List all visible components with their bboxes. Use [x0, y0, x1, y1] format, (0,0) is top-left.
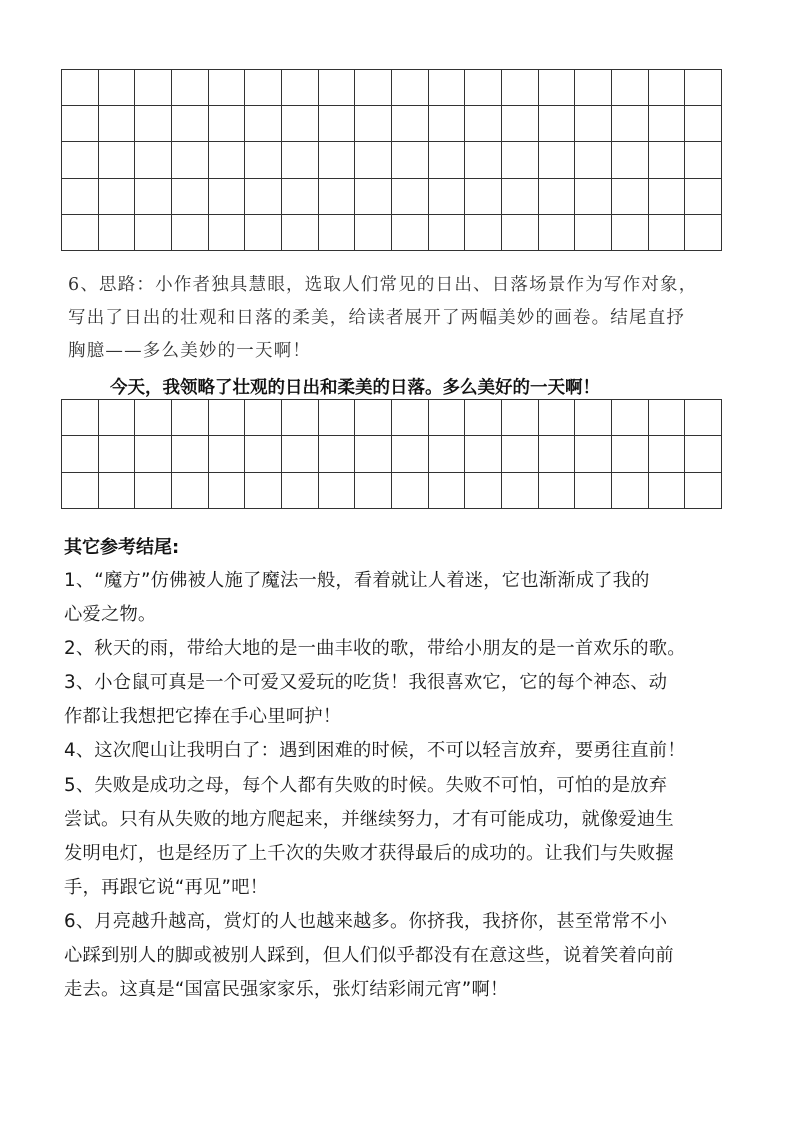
grid-cell [392, 436, 429, 472]
grid-cell [209, 436, 246, 472]
grid-cell [209, 473, 246, 509]
grid-cell [62, 473, 99, 509]
grid-cell [282, 106, 319, 142]
ending-line: 作都让我想把它捧在手心里呵护！ [64, 706, 342, 728]
grid-cell [245, 215, 282, 251]
grid-cell [649, 70, 686, 106]
grid-cell [99, 142, 136, 178]
grid-cell [575, 400, 612, 436]
grid-cell [392, 70, 429, 106]
grid-cell [502, 179, 539, 215]
grid-cell [355, 142, 392, 178]
grid-cell [502, 142, 539, 178]
grid-cell [465, 436, 502, 472]
grid-cell [245, 400, 282, 436]
grid-cell [319, 473, 356, 509]
grid-cell [62, 436, 99, 472]
grid-cell [245, 106, 282, 142]
ending-line: 尝试。只有从失败的地方爬起来，并继续努力，才有可能成功，就像爱迪生 [64, 808, 674, 830]
grid-cell [649, 106, 686, 142]
grid-cell [685, 70, 722, 106]
grid-cell [429, 436, 466, 472]
grid-cell [135, 436, 172, 472]
ending-line: 走去。这真是“国富民强家家乐，张灯结彩闹元宵”啊！ [64, 979, 509, 1001]
grid-cell [135, 106, 172, 142]
grid-cell [282, 179, 319, 215]
grid-cell [319, 179, 356, 215]
grid-cell [649, 436, 686, 472]
grid-cell [392, 400, 429, 436]
grid-cell [685, 473, 722, 509]
grid-cell [502, 215, 539, 251]
grid-cell [502, 400, 539, 436]
grid-cell [209, 70, 246, 106]
grid-cell [465, 70, 502, 106]
grid-cell [649, 400, 686, 436]
grid-cell [355, 70, 392, 106]
grid-cell [612, 436, 649, 472]
grid-cell [465, 473, 502, 509]
grid-cell [539, 179, 576, 215]
grid-cell [502, 473, 539, 509]
grid-cell [62, 179, 99, 215]
grid-cell [539, 473, 576, 509]
grid-cell [502, 106, 539, 142]
grid-cell [612, 70, 649, 106]
grid-cell [209, 400, 246, 436]
grid-cell [465, 106, 502, 142]
grid-cell [502, 436, 539, 472]
grid-cell [575, 473, 612, 509]
grid-cell [282, 70, 319, 106]
grid-cell [612, 106, 649, 142]
grid-cell [539, 106, 576, 142]
grid-cell [319, 106, 356, 142]
grid-cell [355, 473, 392, 509]
sample-ending: 今天，我领略了壮观的日出和柔美的日落。多么美好的一天啊！ [110, 378, 600, 398]
grid-cell [392, 106, 429, 142]
grid-cell [99, 106, 136, 142]
grid-cell [355, 400, 392, 436]
grid-cell [539, 400, 576, 436]
grid-cell [465, 400, 502, 436]
grid-cell [502, 70, 539, 106]
grid-cell [245, 473, 282, 509]
grid-cell [649, 179, 686, 215]
grid-cell [99, 436, 136, 472]
grid-cell [62, 70, 99, 106]
grid-cell [575, 70, 612, 106]
ending-line: 6、月亮越升越高，赏灯的人也越来越多。你挤我，我挤你，甚至常常不小 [64, 910, 668, 932]
grid-cell [245, 70, 282, 106]
grid-cell [99, 179, 136, 215]
ending-line: 5、失败是成功之母，每个人都有失败的时候。失败不可怕，可怕的是放弃 [64, 774, 668, 796]
grid-cell [392, 142, 429, 178]
grid-cell [575, 179, 612, 215]
grid-cell [392, 473, 429, 509]
grid-cell [355, 179, 392, 215]
grid-cell [355, 436, 392, 472]
grid-cell [135, 400, 172, 436]
grid-cell [135, 215, 172, 251]
grid-cell [612, 473, 649, 509]
grid-cell [172, 436, 209, 472]
grid-cell [282, 215, 319, 251]
grid-cell [612, 215, 649, 251]
grid-cell [282, 400, 319, 436]
grid-cell [392, 215, 429, 251]
hint-line: 胸臆——多么美妙的一天啊！ [68, 341, 312, 361]
grid-cell [282, 142, 319, 178]
grid-cell [172, 473, 209, 509]
grid-cell [649, 142, 686, 178]
writing-grid-bottom [61, 399, 722, 509]
grid-cell [172, 142, 209, 178]
grid-cell [575, 215, 612, 251]
ending-line: 1、“魔方”仿佛被人施了魔法一般，看着就让人着迷，它也渐渐成了我的 [64, 570, 650, 591]
grid-cell [392, 179, 429, 215]
ending-line: 心踩到别人的脚或被别人踩到，但人们似乎都没有在意这些，说着笑着向前 [64, 945, 674, 967]
grid-cell [282, 436, 319, 472]
grid-cell [539, 436, 576, 472]
grid-cell [319, 436, 356, 472]
ending-line: 发明电灯，也是经历了上千次的失败才获得最后的成功的。让我们与失败握 [64, 842, 674, 864]
grid-cell [685, 436, 722, 472]
grid-cell [209, 179, 246, 215]
grid-cell [245, 436, 282, 472]
grid-cell [355, 215, 392, 251]
grid-cell [99, 473, 136, 509]
grid-cell [282, 473, 319, 509]
grid-cell [172, 179, 209, 215]
grid-cell [539, 70, 576, 106]
ending-line: 手，再跟它说“再见”吧！ [64, 876, 269, 898]
grid-cell [319, 70, 356, 106]
grid-cell [685, 179, 722, 215]
grid-cell [465, 142, 502, 178]
grid-cell [135, 179, 172, 215]
grid-cell [685, 215, 722, 251]
grid-cell [429, 215, 466, 251]
grid-cell [99, 70, 136, 106]
grid-cell [245, 179, 282, 215]
grid-cell [62, 400, 99, 436]
grid-cell [575, 142, 612, 178]
grid-cell [209, 215, 246, 251]
grid-cell [62, 142, 99, 178]
other-endings-title: 其它参考结尾: [64, 537, 180, 558]
grid-cell [575, 106, 612, 142]
grid-cell [429, 106, 466, 142]
grid-cell [612, 179, 649, 215]
grid-cell [62, 215, 99, 251]
ending-line: 3、小仓鼠可真是一个可爱又爱玩的吃货！我很喜欢它，它的每个神态、动 [64, 672, 668, 694]
other-endings-list [64, 564, 744, 1007]
grid-cell [429, 70, 466, 106]
grid-cell [685, 142, 722, 178]
grid-cell [649, 473, 686, 509]
hint-line: 6、思路：小作者独具慧眼，选取人们常见的日出、日落场景作为写作对象， [68, 275, 698, 295]
grid-cell [685, 106, 722, 142]
grid-cell [99, 400, 136, 436]
grid-cell [99, 215, 136, 251]
grid-cell [209, 142, 246, 178]
grid-cell [135, 142, 172, 178]
grid-cell [135, 70, 172, 106]
grid-cell [429, 400, 466, 436]
grid-cell [355, 106, 392, 142]
ending-line: 心爱之物。 [64, 604, 157, 626]
grid-cell [465, 179, 502, 215]
grid-cell [172, 215, 209, 251]
ending-line: 4、这次爬山让我明白了：遇到困难的时候，不可以轻言放弃，要勇往直前！ [64, 740, 686, 762]
grid-cell [575, 436, 612, 472]
grid-cell [429, 179, 466, 215]
grid-cell [685, 400, 722, 436]
grid-cell [539, 142, 576, 178]
grid-cell [172, 106, 209, 142]
grid-cell [135, 473, 172, 509]
grid-cell [649, 215, 686, 251]
writing-hint [68, 269, 728, 368]
grid-cell [245, 142, 282, 178]
grid-cell [612, 400, 649, 436]
grid-cell [429, 142, 466, 178]
grid-cell [172, 400, 209, 436]
grid-cell [319, 400, 356, 436]
grid-cell [539, 215, 576, 251]
grid-cell [465, 215, 502, 251]
hint-line: 写出了日出的壮观和日落的柔美，给读者展开了两幅美妙的画卷。结尾直抒 [68, 308, 686, 328]
grid-cell [429, 473, 466, 509]
grid-cell [172, 70, 209, 106]
grid-cell [209, 106, 246, 142]
writing-grid-top [61, 69, 722, 251]
grid-cell [319, 142, 356, 178]
ending-line: 2、秋天的雨，带给大地的是一曲丰收的歌，带给小朋友的是一首欢乐的歌。 [64, 638, 686, 660]
grid-cell [319, 215, 356, 251]
grid-cell [612, 142, 649, 178]
grid-cell [62, 106, 99, 142]
